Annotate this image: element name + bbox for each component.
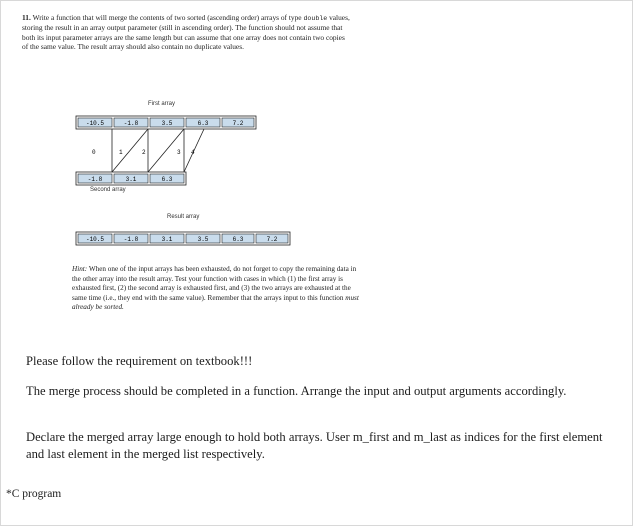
index-label: 1 <box>119 149 123 156</box>
result-array-caption: Result array <box>167 214 200 220</box>
result-cell-value: 3.1 <box>161 236 173 243</box>
result-cell-value: 6.3 <box>232 236 244 243</box>
second-cell-value: 3.1 <box>125 176 137 183</box>
hint-label: Hint: <box>72 265 88 273</box>
second-array-caption: Second array <box>90 187 126 193</box>
hint-emphasis: must already be sorted. <box>72 293 359 312</box>
second-cell-value: -1.8 <box>87 176 103 183</box>
footer-note: *C program <box>6 488 62 500</box>
index-label: 3 <box>177 149 181 156</box>
result-cell-value: -10.5 <box>85 236 105 243</box>
second-cell-value: 6.3 <box>161 176 173 183</box>
index-label: 0 <box>92 149 96 156</box>
first-cell-value: 7.2 <box>232 120 244 127</box>
first-cell-value: 3.5 <box>161 120 173 127</box>
index-label: 4 <box>191 149 195 156</box>
index-connectors <box>92 129 204 172</box>
first-cell-value: -1.8 <box>123 120 139 127</box>
requirement-textbook: Please follow the requirement on textbook!!! <box>26 354 253 368</box>
first-cell-value: -10.5 <box>85 120 105 127</box>
first-cell-value: 6.3 <box>197 120 209 127</box>
problem-code-word: double <box>303 15 328 22</box>
first-array <box>76 116 256 129</box>
first-array-caption: First array <box>148 101 175 107</box>
problem-number: 11. <box>22 13 31 22</box>
second-array <box>76 172 186 185</box>
problem-text-start: Write a function that will merge the contents of two sorted (ascending order) arrays of type <box>32 13 302 22</box>
requirement-merged-array: Declare the merged array large enough to hold both arrays. User m_first and m_last as indices for the first element and last element in the merged list respectively. <box>26 430 603 461</box>
result-cell-value: 3.5 <box>197 236 209 243</box>
problem-text-end: values, storing the result in an array output parameter (still in ascending order). The function should not assume that both its input parameter arrays are the same length but can assume that one array does not contain two copies of the same value. The result array should also contain no duplicate values. <box>22 13 350 51</box>
result-array <box>76 232 290 245</box>
requirement-function: The merge process should be completed in a function. Arrange the input and output arguments accordingly. <box>26 384 567 398</box>
hint-paragraph <box>72 265 364 313</box>
index-label: 2 <box>142 149 146 156</box>
result-cell-value: -1.8 <box>123 236 139 243</box>
hint-text: When one of the input arrays has been exhausted, do not forget to copy the remaining data in the other array into the result array. Test your function with cases in which (1) the first array is exhausted first, (2) the second array is exhausted first, and (3) the two arrays are exhausted at the same time (i.e., they end with the same value). Remember that the arrays input to this function <box>72 265 357 302</box>
result-cell-value: 7.2 <box>266 236 278 243</box>
